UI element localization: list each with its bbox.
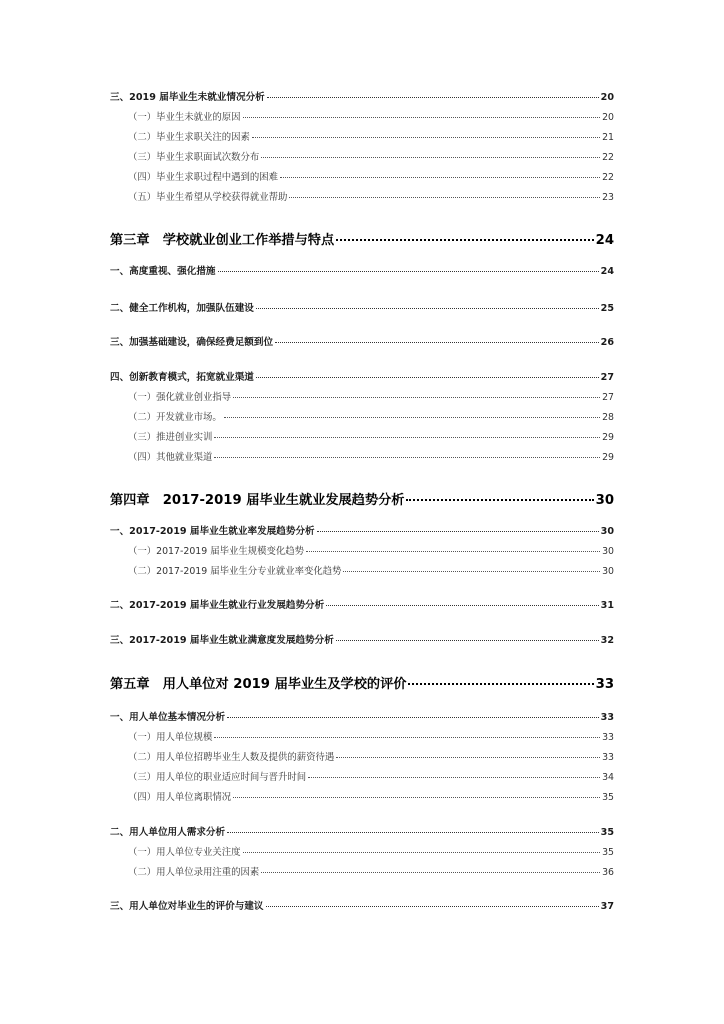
toc-entry-title: 第三章 学校就业创业工作举措与特点 bbox=[110, 233, 335, 248]
toc-entry-title: （二）2017-2019 届毕业生分专业就业率变化趋势 bbox=[128, 566, 342, 577]
toc-page-number: 33 bbox=[602, 752, 614, 763]
toc-dot-leader bbox=[289, 197, 600, 198]
toc-entry-title: 第四章 2017-2019 届毕业生就业发展趋势分析 bbox=[110, 493, 405, 508]
toc-entry-title: 三、2017-2019 届毕业生就业满意度发展趋势分析 bbox=[110, 635, 334, 646]
toc-entry-title: （五）毕业生希望从学校获得就业帮助 bbox=[128, 192, 288, 203]
toc-chapter-entry[interactable] bbox=[110, 678, 614, 691]
toc-page-number: 37 bbox=[600, 901, 614, 912]
toc-page-number: 21 bbox=[602, 132, 614, 143]
toc-dot-leader bbox=[243, 117, 601, 118]
toc-entry-title: 二、2017-2019 届毕业生就业行业发展趋势分析 bbox=[110, 600, 325, 611]
toc-dot-leader bbox=[343, 571, 600, 572]
toc-dot-leader bbox=[306, 551, 600, 552]
toc-chapter-entry[interactable] bbox=[110, 494, 614, 507]
toc-dot-leader bbox=[256, 308, 599, 309]
toc-section-entry[interactable] bbox=[110, 267, 614, 277]
toc-subsection-entry[interactable] bbox=[110, 193, 614, 202]
toc-subsection-entry[interactable] bbox=[110, 547, 614, 556]
toc-section-entry[interactable] bbox=[110, 636, 614, 646]
toc-dot-leader bbox=[267, 97, 599, 98]
toc-page-number: 32 bbox=[600, 635, 614, 646]
toc-page-number: 35 bbox=[600, 827, 614, 838]
toc-dot-leader bbox=[275, 342, 599, 343]
toc-subsection-entry[interactable] bbox=[110, 133, 614, 142]
toc-dot-leader bbox=[224, 417, 600, 418]
toc-page-number: 25 bbox=[600, 303, 614, 314]
toc-subsection-entry[interactable] bbox=[110, 113, 614, 122]
toc-entry-title: （二）毕业生求职关注的因素 bbox=[128, 132, 250, 143]
toc-page-number: 36 bbox=[602, 867, 614, 878]
toc-dot-leader bbox=[280, 177, 600, 178]
toc-dot-leader bbox=[252, 137, 600, 138]
toc-subsection-entry[interactable] bbox=[110, 153, 614, 162]
toc-entry-title: （二）用人单位招聘毕业生人数及提供的薪资待遇 bbox=[128, 752, 335, 763]
toc-entry-title: （二）开发就业市场。 bbox=[128, 412, 222, 423]
toc-page-number: 20 bbox=[600, 92, 614, 103]
toc-page-number: 27 bbox=[600, 372, 614, 383]
toc-subsection-entry[interactable] bbox=[110, 753, 614, 762]
toc-subsection-entry[interactable] bbox=[110, 173, 614, 182]
toc-page-number: 33 bbox=[595, 677, 614, 692]
toc-section-entry[interactable] bbox=[110, 713, 614, 723]
toc-entry-title: （一）用人单位规模 bbox=[128, 732, 213, 743]
toc-entry-title: 一、用人单位基本情况分析 bbox=[110, 712, 226, 723]
toc-dot-leader bbox=[408, 683, 593, 685]
toc-page-number: 26 bbox=[600, 337, 614, 348]
toc-page-number: 29 bbox=[602, 452, 614, 463]
toc-entry-title: 三、用人单位对毕业生的评价与建议 bbox=[110, 901, 264, 912]
toc-page-number: 30 bbox=[602, 566, 614, 577]
toc-section-entry[interactable] bbox=[110, 527, 614, 537]
toc-page-number: 20 bbox=[602, 112, 614, 123]
toc-dot-leader bbox=[261, 872, 600, 873]
toc-dot-leader bbox=[218, 271, 599, 272]
toc-page-number: 30 bbox=[595, 493, 614, 508]
toc-entry-title: （四）毕业生求职过程中遇到的困难 bbox=[128, 172, 279, 183]
toc-page-number: 33 bbox=[602, 732, 614, 743]
toc-page-number: 34 bbox=[602, 772, 614, 783]
toc-page-number: 22 bbox=[602, 172, 614, 183]
toc-subsection-entry[interactable] bbox=[110, 868, 614, 877]
toc-subsection-entry[interactable] bbox=[110, 567, 614, 576]
toc-subsection-entry[interactable] bbox=[110, 413, 614, 422]
toc-section-entry[interactable] bbox=[110, 338, 614, 348]
toc-dot-leader bbox=[243, 852, 601, 853]
toc-entry-title: 一、2017-2019 届毕业生就业率发展趋势分析 bbox=[110, 526, 315, 537]
toc-dot-leader bbox=[214, 457, 600, 458]
toc-dot-leader bbox=[317, 531, 599, 532]
toc-entry-title: （一）2017-2019 届毕业生规模变化趋势 bbox=[128, 546, 304, 557]
toc-subsection-entry[interactable] bbox=[110, 393, 614, 402]
toc-dot-leader bbox=[214, 737, 600, 738]
toc-dot-leader bbox=[336, 640, 599, 641]
toc-section-entry[interactable] bbox=[110, 828, 614, 838]
toc-entry-title: （三）用人单位的职业适应时间与晋升时间 bbox=[128, 772, 307, 783]
toc-page-number: 30 bbox=[602, 546, 614, 557]
toc-page-number: 23 bbox=[602, 192, 614, 203]
toc-section-entry[interactable] bbox=[110, 304, 614, 314]
toc-subsection-entry[interactable] bbox=[110, 773, 614, 782]
toc-page-number: 29 bbox=[602, 432, 614, 443]
toc-page-number: 24 bbox=[595, 233, 614, 248]
toc-page-number: 35 bbox=[602, 847, 614, 858]
toc-entry-title: （四）用人单位离职情况 bbox=[128, 792, 232, 803]
toc-dot-leader bbox=[214, 437, 600, 438]
toc-dot-leader bbox=[256, 377, 599, 378]
toc-subsection-entry[interactable] bbox=[110, 453, 614, 462]
toc-entry-title: （一）强化就业创业指导 bbox=[128, 392, 232, 403]
toc-entry-title: （一）毕业生未就业的原因 bbox=[128, 112, 241, 123]
toc-entry-title: 二、用人单位用人需求分析 bbox=[110, 827, 226, 838]
toc-dot-leader bbox=[406, 499, 593, 501]
toc-section-entry[interactable] bbox=[110, 93, 614, 103]
toc-page-number: 33 bbox=[600, 712, 614, 723]
toc-dot-leader bbox=[326, 605, 598, 606]
toc-dot-leader bbox=[233, 797, 600, 798]
toc-page-number: 31 bbox=[600, 600, 614, 611]
toc-entry-title: （四）其他就业渠道 bbox=[128, 452, 213, 463]
toc-page-number: 27 bbox=[602, 392, 614, 403]
toc-dot-leader bbox=[336, 757, 600, 758]
toc-dot-leader bbox=[336, 239, 593, 241]
toc-entry-title: （三）推进创业实训 bbox=[128, 432, 213, 443]
toc-page-number: 22 bbox=[602, 152, 614, 163]
toc-dot-leader bbox=[261, 157, 600, 158]
toc-section-entry[interactable] bbox=[110, 601, 614, 611]
toc-page-number: 30 bbox=[600, 526, 614, 537]
toc-entry-title: 四、创新教育模式，拓宽就业渠道 bbox=[110, 372, 254, 383]
toc-entry-title: 三、2019 届毕业生未就业情况分析 bbox=[110, 92, 265, 103]
toc-entry-title: （三）毕业生求职面试次数分布 bbox=[128, 152, 260, 163]
toc-subsection-entry[interactable] bbox=[110, 433, 614, 442]
toc-page-number: 28 bbox=[602, 412, 614, 423]
toc-subsection-entry[interactable] bbox=[110, 733, 614, 742]
toc-entry-title: （二）用人单位录用注重的因素 bbox=[128, 867, 260, 878]
toc-page-number: 35 bbox=[602, 792, 614, 803]
toc-dot-leader bbox=[233, 397, 600, 398]
toc-section-entry[interactable] bbox=[110, 373, 614, 383]
toc-page-number: 24 bbox=[600, 266, 614, 277]
toc-entry-title: 第五章 用人单位对 2019 届毕业生及学校的评价 bbox=[110, 677, 407, 692]
toc-chapter-entry[interactable] bbox=[110, 234, 614, 247]
toc-entry-title: 二、健全工作机构，加强队伍建设 bbox=[110, 303, 254, 314]
toc-dot-leader bbox=[227, 832, 599, 833]
toc-dot-leader bbox=[227, 717, 599, 718]
toc-dot-leader bbox=[308, 777, 600, 778]
toc-subsection-entry[interactable] bbox=[110, 848, 614, 857]
toc-entry-title: （一）用人单位专业关注度 bbox=[128, 847, 241, 858]
toc-section-entry[interactable] bbox=[110, 902, 614, 912]
toc-dot-leader bbox=[266, 906, 599, 907]
toc-subsection-entry[interactable] bbox=[110, 793, 614, 802]
toc-entry-title: 三、加强基础建设，确保经费足额到位 bbox=[110, 337, 274, 348]
toc-entry-title: 一、高度重视、强化措施 bbox=[110, 266, 216, 277]
